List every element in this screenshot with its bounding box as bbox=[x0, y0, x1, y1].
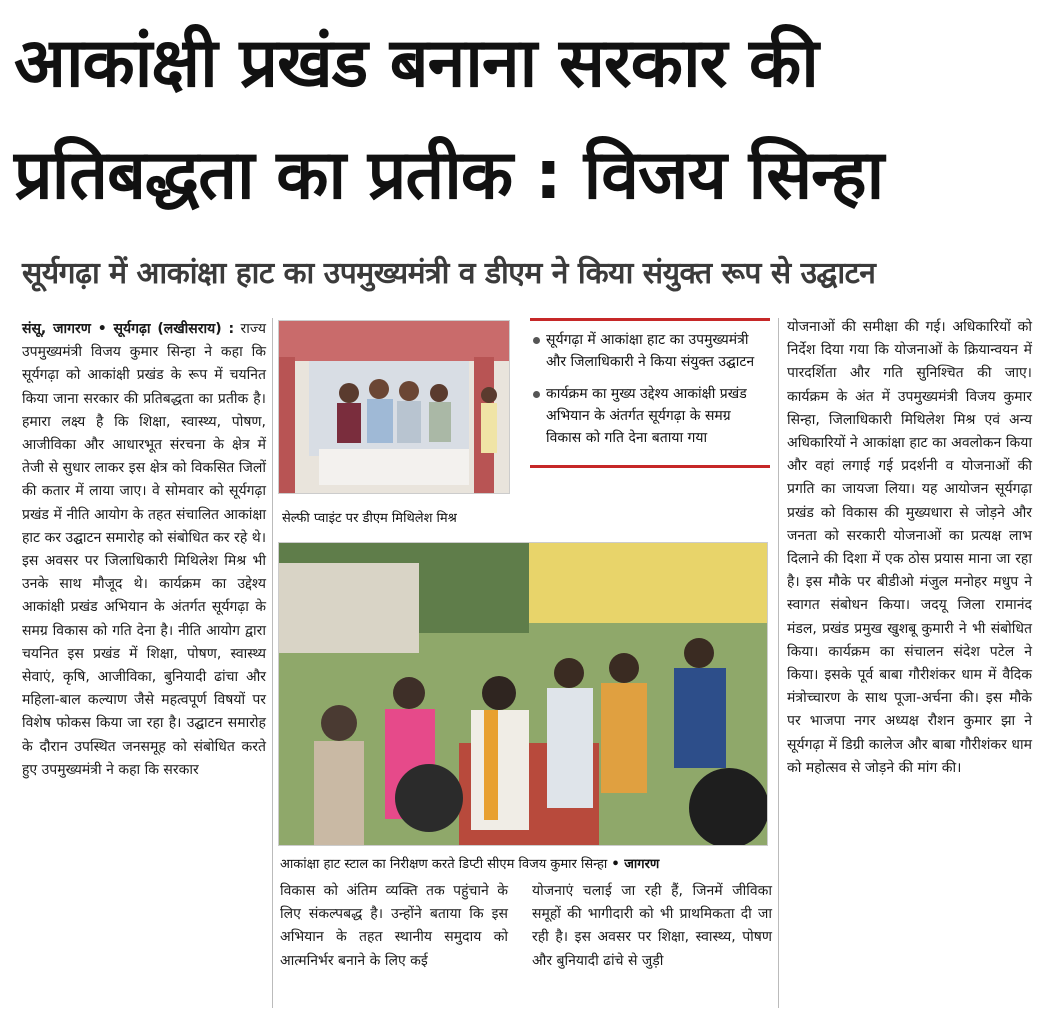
article-column-right bbox=[787, 316, 1032, 780]
photo1-caption: सेल्फी प्वाइंट पर डीएम मिथिलेश मिश्र bbox=[282, 511, 457, 526]
dateline: संसू, जागरण • सूर्यगढ़ा (लखीसराय) : bbox=[22, 321, 235, 337]
middle-column-2-text: योजनाएं चलाई जा रही हैं, जिनमें जीविका समूहों की भागीदारी को भी प्राथमिकता दी जा रही है। इस अवसर पर शिक्षा, स्वास्थ्य, पोषण और बुनियादी ढांचे से जुड़ी bbox=[532, 883, 772, 969]
photo2-caption bbox=[280, 854, 659, 872]
stall-inspection-photo bbox=[278, 542, 768, 846]
article-body-left bbox=[22, 318, 266, 782]
selfie-point-photo bbox=[278, 320, 510, 494]
highlights-box bbox=[530, 318, 770, 468]
column-divider bbox=[778, 318, 779, 1008]
article-column-middle-2 bbox=[532, 880, 772, 973]
photo-credit: • जागरण bbox=[611, 857, 660, 872]
headline-line-2: प्रतिबद्धता का प्रतीक : विजय सिन्हा bbox=[14, 136, 884, 215]
stall-inspection-image bbox=[279, 543, 767, 845]
article-column-left bbox=[22, 318, 266, 782]
subheadline: सूर्यगढ़ा में आकांक्षा हाट का उपमुख्यमंत्री व डीएम ने किया संयुक्त रूप से उद्घाटन bbox=[22, 256, 876, 291]
photo2-caption-text: आकांक्षा हाट स्टाल का निरीक्षण करते डिप्टी सीएम विजय कुमार सिन्हा bbox=[280, 857, 608, 872]
article-column-middle-1 bbox=[280, 880, 508, 973]
highlight-item: कार्यक्रम का मुख्य उद्देश्य आकांक्षी प्रखंड अभियान के अंतर्गत सूर्यगढ़ा के समग्र विकास को गति देना बताया गया bbox=[530, 383, 770, 449]
selfie-point-image bbox=[279, 321, 509, 493]
left-column-text: राज्य उपमुख्यमंत्री विजय कुमार सिन्हा ने कहा कि सूर्यगढ़ा को आकांक्षी प्रखंड के रूप में चयनित किया जाना सरकार की प्रतिबद्धता का प्रतीक है। हमारा लक्ष्य है कि शिक्षा, स्वास्थ्य, पोषण, आजीविका और आधारभूत संरचना के क्षेत्र में तेजी से सुधार लाकर इस क्षेत्र को विकसित जिलों की कतार में लाया जाए। वे सोमवार को सूर्यगढ़ा प्रखंड में नीति आयोग के तहत संचालित आकांक्षा हाट कर उद्घाटन समारोह को संबोधित कर रहे थे। इस अवसर पर जिलाधिकारी मिथिलेश मिश्र भी उनके साथ मौजूद थे। कार्यक्रम का उद्देश्य आकांक्षी प्रखंड अभियान के अंतर्गत सूर्यगढ़ा के समग्र विकास को गति देना है। नीति आयोग द्वारा चयनित इस प्रखंड में शिक्षा, पोषण, स्वास्थ्य सेवाएं, कृषि, आजीविका, बुनियादी ढांचा और महिला-बाल कल्याण जैसे महत्वपूर्ण विषयों पर विशेष फोकस किया जा रहा है। उद्घाटन समारोह के दौरान उपस्थित जनसमूह को संबोधित करते हुए उपमुख्यमंत्री ने कहा कि सरकार bbox=[22, 321, 267, 778]
column-divider bbox=[272, 318, 273, 1008]
headline-line-1: आकांक्षी प्रखंड बनाना सरकार की bbox=[14, 24, 818, 103]
right-column-text: योजनाओं की समीक्षा की गई। अधिकारियों को निर्देश दिया गया कि योजनाओं के क्रियान्वयन में पारदर्शिता और गति सुनिश्चित की जाए। कार्यक्रम के अंत में उपमुख्यमंत्री विजय कुमार सिन्हा, जिलाधिकारी मिथिलेश मिश्र एवं अन्य अधिकारियों ने आकांक्षा हाट का अवलोकन किया और वहां लगाई गई प्रदर्शनी व योजनाओं की प्रगति का जायजा लिया। यह आयोजन सूर्यगढ़ा प्रखंड को विकास की मुख्यधारा से जोड़ने और जनता को सरकारी योजनाओं का प्रत्यक्ष लाभ दिलाने की दिशा में एक ठोस प्रयास माना जा रहा है। इस मौके पर बीडीओ मंजुल मनोहर मधुप ने स्वागत संबोधन किया। जदयू जिला रामानंद मंडल, प्रखंड प्रमुख खुशबू कुमारी ने भी संबोधित किया। कार्यक्रम का संचालन संदेश पटेल ने किया। इसके पूर्व बाबा गौरीशंकर धाम में वैदिक मंत्रोच्चारण के साथ पूजा-अर्चना की। इस मौके पर भाजपा नगर अध्यक्ष रौशन कुमार झा ने सूर्यगढ़ा में डिग्री कालेज और बाबा गौरीशंकर धाम को महोत्सव से जोड़ने की मांग की। bbox=[787, 319, 1032, 776]
headline bbox=[14, 8, 1029, 232]
middle-column-1-text: विकास को अंतिम व्यक्ति तक पहुंचाने के लिए संकल्पबद्ध है। उन्होंने बताया कि इस अभियान के तहत स्थानीय समुदाय को आत्मनिर्भर बनाने के लिए कई bbox=[280, 883, 508, 969]
highlight-item: सूर्यगढ़ा में आकांक्षा हाट का उपमुख्यमंत्री और जिलाधिकारी ने किया संयुक्त उद्घाटन bbox=[530, 329, 770, 373]
